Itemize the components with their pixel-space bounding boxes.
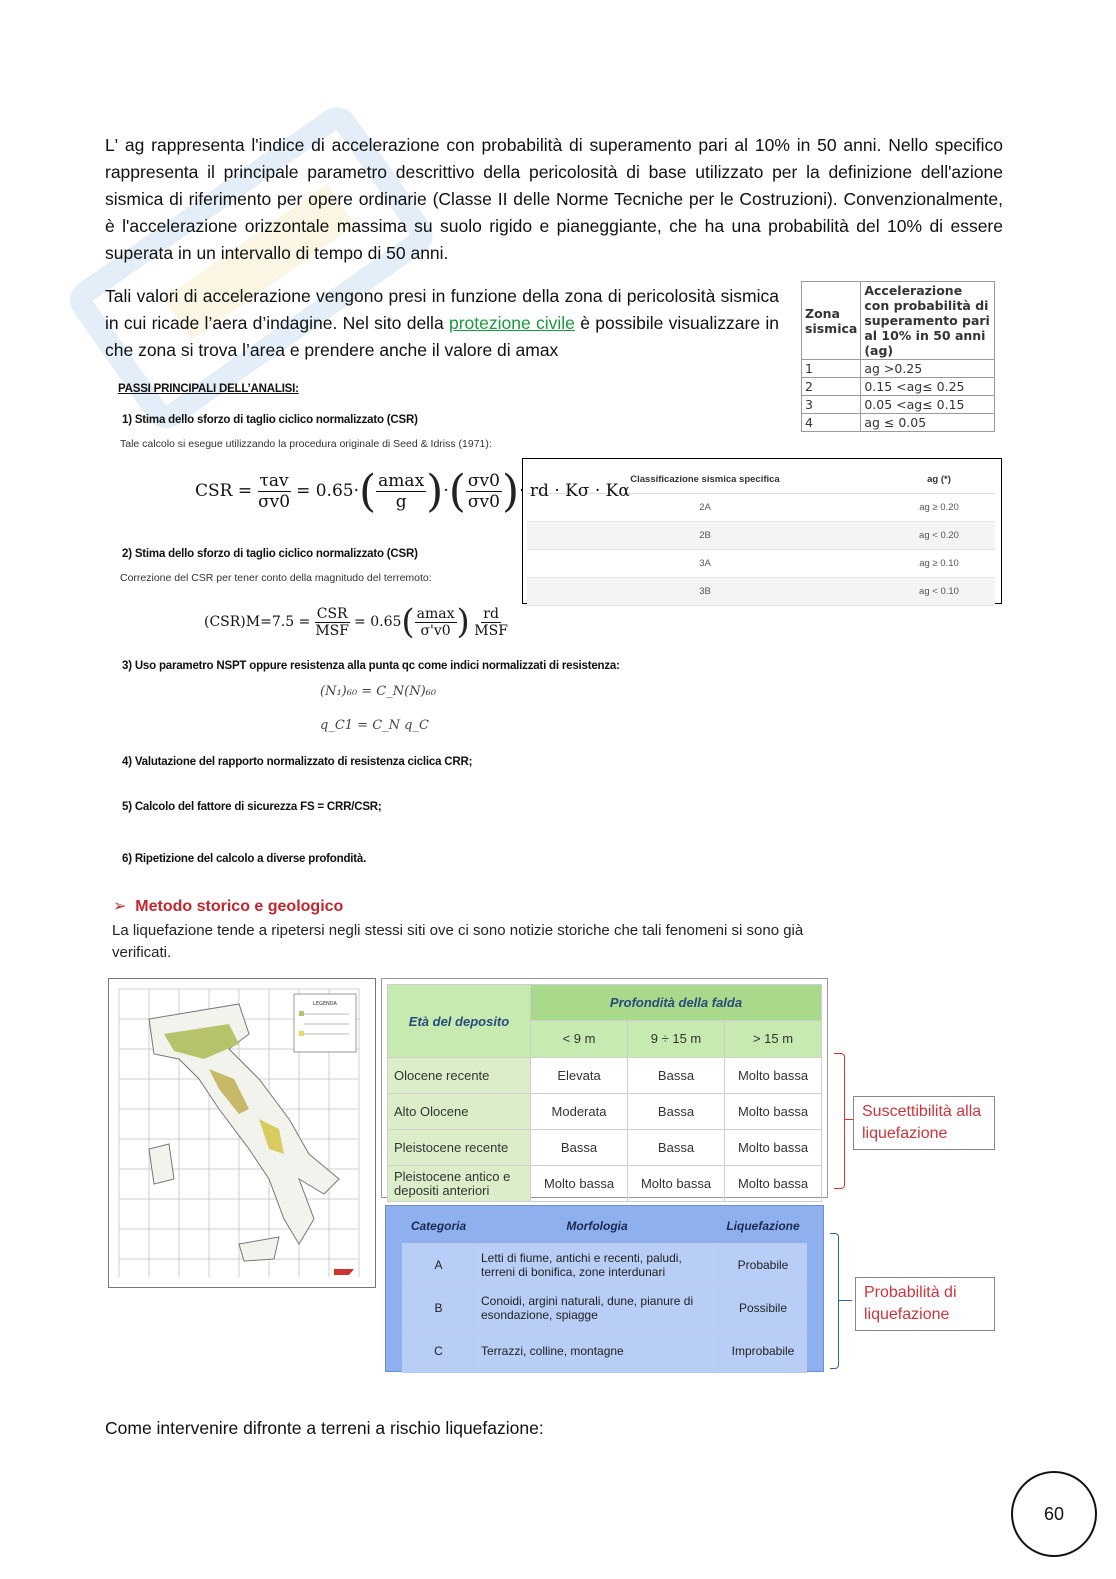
intro-paragraph <box>105 132 1003 267</box>
historic-heading: ➢ Metodo storico e geologico <box>113 898 344 915</box>
step-1-note: Tale calcolo si esegue utilizzando la procedura originale di Seed & Idriss (1971): <box>120 438 492 450</box>
analysis-title: PASSI PRINCIPALI DELL’ANALISI: <box>118 383 299 395</box>
table-row: 3A ag ≥ 0.10 <box>527 550 995 578</box>
map-graphic <box>109 979 375 1287</box>
historic-text: La liquefazione tende a ripetersi negli stessi siti ove ci sono notizie storiche che tali fenomeni si sono già verificati. <box>112 922 804 961</box>
brace-tick <box>838 1300 852 1301</box>
ag-header: ag (*) <box>883 465 995 494</box>
table-row: A Letti di fiume, antichi e recenti, paludi, terreni di bonifica, zone interdunari Probabile <box>403 1244 807 1287</box>
age-header: Età del deposito <box>388 985 531 1058</box>
table-row: Pleistocene recente Bassa Bassa Molto bassa <box>388 1130 822 1166</box>
table-row: Alto Olocene Moderata Bassa Molto bassa <box>388 1094 822 1130</box>
step-2: 2) Stima dello sforzo di taglio ciclico normalizzato (CSR) <box>122 548 418 560</box>
morph-table-box <box>385 1205 824 1372</box>
susceptibility-brace <box>834 1053 845 1189</box>
table-row: Olocene recente Elevata Bassa Molto bassa <box>388 1058 822 1094</box>
arrow-bullet-icon: ➢ <box>113 898 127 915</box>
zone-header: Zona sismica <box>802 282 861 360</box>
step-4: 4) Valutazione del rapporto normalizzato di resistenza ciclica CRR; <box>122 756 473 768</box>
table-row: 3B ag < 0.10 <box>527 578 995 606</box>
probability-brace <box>830 1233 839 1369</box>
closing-text: Come intervenire difronte a terreni a rischio liquefazione: <box>105 1418 544 1438</box>
step-5: 5) Calcolo del fattore di sicurezza FS = CRR/CSR; <box>122 801 382 813</box>
table-row: 2 0.15 <ag≤ 0.25 <box>802 378 995 396</box>
protezione-civile-link[interactable]: protezione civile <box>448 313 575 333</box>
step-2-note: Correzione del CSR per tener conto della magnitudo del terremoto: <box>120 572 432 584</box>
page-number: 60 <box>1011 1471 1097 1557</box>
table-row: 4 ag ≤ 0.05 <box>802 414 995 432</box>
table-row: 3 0.05 <ag≤ 0.15 <box>802 396 995 414</box>
csr-formula: CSR = $\frac{\text{τav}}{\sigma v0}$ = 0.65·( $\frac{amax}{g}$ )·( $\frac{\sigma v0}{\sigma v0}$ )· rd · Kσ · Kα <box>195 466 630 517</box>
table-row: Pleistocene antico e depositi anteriori Molto bassa Molto bassa Molto bassa <box>388 1166 822 1202</box>
zone-text-before: Tali valori di accelerazione vengono presi in funzione della zona di pericolosità sismica in cui ricade l’aera d’indagine. Nel sito della <box>105 286 779 333</box>
morph-table: Categoria Morfologia Liquefazione A Letti di fiume, antichi e recenti, paludi, terreni di bonifica, zone interdunari Probabile B Conoidi, argini naturali, dune, pianure di esondazione, spiagge Possibile C Terrazzi, colline, montagne Improbabile <box>402 1209 807 1373</box>
class-header: Classificazione sismica specifica <box>527 465 883 494</box>
table-row: 1 ag >0.25 <box>802 360 995 378</box>
susceptibility-label: Suscettibilità alla liquefazione <box>853 1096 995 1150</box>
csr-magnitude-formula: (CSR)M=7.5 = $\frac{\text{CSR}}{\text{MSF}}$ = 0.65( $\frac{amax}{\sigma'v0}$ ) $\frac{rd}{\text{MSF}}$ <box>204 602 508 642</box>
italy-map <box>108 978 376 1288</box>
acc-header: Accelerazione con probabilità di superamento pari al 10% in 50 anni (ag) <box>861 282 995 360</box>
zone-table <box>801 281 995 432</box>
step-1: 1) Stima dello sforzo di taglio ciclico normalizzato (CSR) <box>122 414 418 426</box>
depth-header: Profondità della falda <box>531 985 822 1021</box>
formula-3a: (N₁)₆₀ = C_N(N)₆₀ <box>320 684 437 699</box>
probability-label: Probabilità di liquefazione <box>855 1277 995 1331</box>
depth-table-box <box>381 978 828 1198</box>
table-row: 2A ag ≥ 0.20 <box>527 494 995 522</box>
table-row: 2B ag < 0.20 <box>527 522 995 550</box>
map-legend-title: LEGENDA <box>313 1001 337 1007</box>
zone-paragraph <box>105 283 779 364</box>
table-row: B Conoidi, argini naturali, dune, pianure di esondazione, spiagge Possibile <box>403 1287 807 1330</box>
table-row: C Terrazzi, colline, montagne Improbabile <box>403 1330 807 1373</box>
formula-3b: q_C1 = C_N q_C <box>320 718 429 733</box>
depth-table: Età del deposito Profondità della falda < 9 m 9 ÷ 15 m > 15 m Olocene recente Elevata Bassa Molto bassa Alto Olocene Moderata Bassa Molto bassa Pleistocene recente Bassa Bassa Molto bassa Pleistocene antico e depositi anteriori Molto bassa Molto bassa Molto bassa <box>387 984 822 1202</box>
step-3: 3) Uso parametro NSPT oppure resistenza alla punta qc come indici normalizzati di resistenza: <box>122 660 620 672</box>
intro-text: L' ag rappresenta l'indice di accelerazione con probabilità di superamento pari al 10% in 50 anni. Nello specifico rappresenta il principale parametro descrittivo della pericolosità di base utilizzato per la definizione dell'azione sismica di riferimento per opere ordinarie (Classe II delle Norme Tecniche per le Costruzioni). Convenzionalmente, è l'accelerazione orizzontale massima su suolo rigido e pianeggiante, che ha una probabilità del 10% di essere superata in un intervallo di tempo di 50 anni. <box>105 135 1003 263</box>
step-6: 6) Ripetizione del calcolo a diverse profondità. <box>122 853 367 865</box>
zone-text-after: è possibile visualizzare in che zona si trova l’area e prendere anche il valore di amax <box>105 313 779 360</box>
